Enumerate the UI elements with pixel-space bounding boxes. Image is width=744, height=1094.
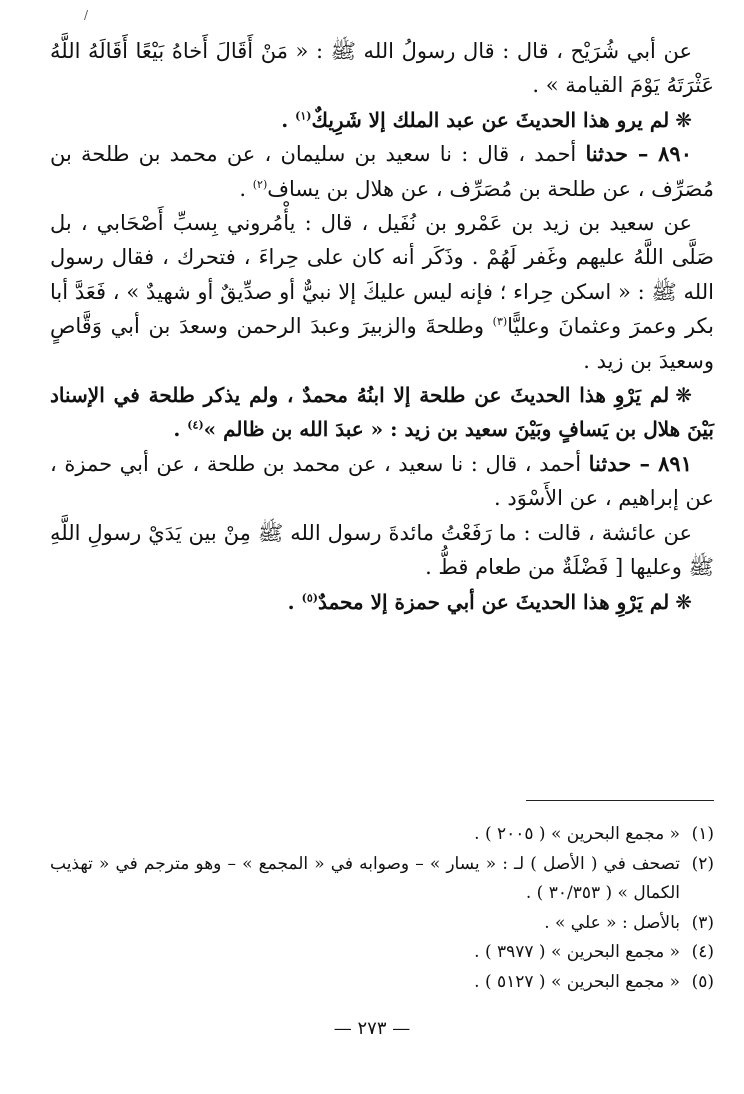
flower-icon: ❋ <box>675 383 692 408</box>
footnote-item <box>50 909 714 939</box>
footnote-text: « مجمع البحرين » ( ٢٠٠٥ ) . <box>474 824 680 844</box>
footnote-text: « مجمع البحرين » ( ٣٩٧٧ ) . <box>474 942 680 962</box>
hadith-891-isnad <box>50 447 714 516</box>
footnote-number: (١) <box>691 824 714 844</box>
hadith-890-text <box>50 206 714 378</box>
footnote-item <box>50 850 714 909</box>
footnote-list <box>50 820 714 997</box>
footnote-number: (٢) <box>691 853 714 874</box>
footnote-number: (٣) <box>691 912 714 933</box>
footnote-item <box>50 968 714 998</box>
hadith-number: ٨٩٠ <box>658 141 692 167</box>
footnote-text: بالأصل : « علي » . <box>544 912 680 933</box>
hadith-label: – حدثنا <box>588 450 659 476</box>
page-number: — ٢٧٣ — <box>333 1018 411 1039</box>
footnote-number: (٥) <box>691 971 714 992</box>
isnad-text: أحمد ، قال : نا سعيد بن سليمان ، عن محمد بن طلحة بن مُصَرِّف ، عن طلحة بن مُصَرِّف ، عن هلال بن يساف <box>50 142 714 201</box>
footnote-text: « مجمع البحرين » ( ٥١٢٧ ) . <box>474 971 680 992</box>
hadith-number: ٨٩١ <box>658 450 692 476</box>
footnote-item <box>50 820 714 850</box>
footnote-divider <box>526 800 714 801</box>
main-text <box>50 34 714 619</box>
margin-mark: / <box>84 8 89 22</box>
note-text: لم يرو هذا الحديثَ عن عبد الملك إلا شَرِيكٌ <box>311 107 670 132</box>
note-end: . <box>281 107 296 132</box>
note-text: لم يَرْوِ هذا الحديثَ عن أبي حمزة إلا محمدٌ <box>317 589 670 614</box>
footnote-number: (٤) <box>691 942 714 962</box>
note-text: لم يَرْوِ هذا الحديثَ عن طلحة إلا ابنُهُ محمدٌ ، ولم يذكر طلحة في الإسناد بَيْنَ هلال بن يَسافٍ وبَيْنَ سعيد بن زيد : « عبدَ الله بن ظالم » <box>50 383 714 442</box>
hadith-text-abu-shurayh: عن أبي شُرَيْح ، قال : قال رسولُ الله ﷺ : « مَنْ أَقَالَ أَخاهُ بَيْعًا أَقَالَهُ اللَّهُ عَثْرَتَهُ يَوْمَ القيامة » . <box>50 39 714 98</box>
isnad-end: . <box>239 176 253 201</box>
flower-icon: ❋ <box>675 107 692 132</box>
hadith-890-isnad <box>50 137 714 206</box>
matn-text: عن سعيد بن زيد بن عَمْرو بن نُفَيل ، قال : يأْمُروني بِسبِّ أَصْحَابي ، بل صَلَّى اللَّهُ عليهم وغَفر لَهُمْ . وذَكَر أنه كان على حِراءَ ، فتحرك ، فقال رسول الله ﷺ : « اسكن حِراء ؛ فإنه ليس عليكَ إلا نبيٌّ أو صدِّيقٌ أو شهيدٌ » ، فَعَدَّ أبا بكر وعمرَ وعثمانَ وعليًّا <box>50 211 714 339</box>
note-end: . <box>287 589 302 614</box>
transmission-note-2 <box>50 378 714 447</box>
footnote-ref: (٢) <box>252 177 268 191</box>
hadith-891-text: عن عائشة ، قالت : ما رَفَعْتُ مائدةَ رسول الله ﷺ مِنْ بين يَدَيْ رسولِ اللَّهِ ﷺ وعليها [ فَضْلَةٌ من طعام قطُّ . <box>50 520 714 580</box>
footnote-ref: (١) <box>295 109 312 123</box>
matn-end: وطلحةَ والزبيرَ وعبدَ الرحمن وسعدَ بن أبي وَقَّاصٍ وسعيدَ بن زيد . <box>50 314 714 373</box>
footnote-ref: (٥) <box>301 590 318 604</box>
transmission-note-1 <box>50 103 714 137</box>
hadith-label: – حدثنا <box>585 141 659 167</box>
footnote-ref: (٣) <box>492 315 508 329</box>
flower-icon: ❋ <box>675 589 692 614</box>
footnote-ref: (٤) <box>187 418 204 432</box>
footnote-item <box>50 938 714 968</box>
footnote-text: تصحف في ( الأصل ) لـ : « يسار » – وصوابه في « المجمع » – وهو مترجم في « تهذيب الكمال » ( ٣٠/٣٥٣ ) . <box>50 853 680 903</box>
isnad-text: أحمد ، قال : نا سعيد ، عن محمد بن طلحة ، عن أبي حمزة ، عن إبراهيم ، عن الأَسْوَد . <box>50 451 714 511</box>
note-end: . <box>173 417 188 442</box>
transmission-note-3 <box>50 585 714 619</box>
